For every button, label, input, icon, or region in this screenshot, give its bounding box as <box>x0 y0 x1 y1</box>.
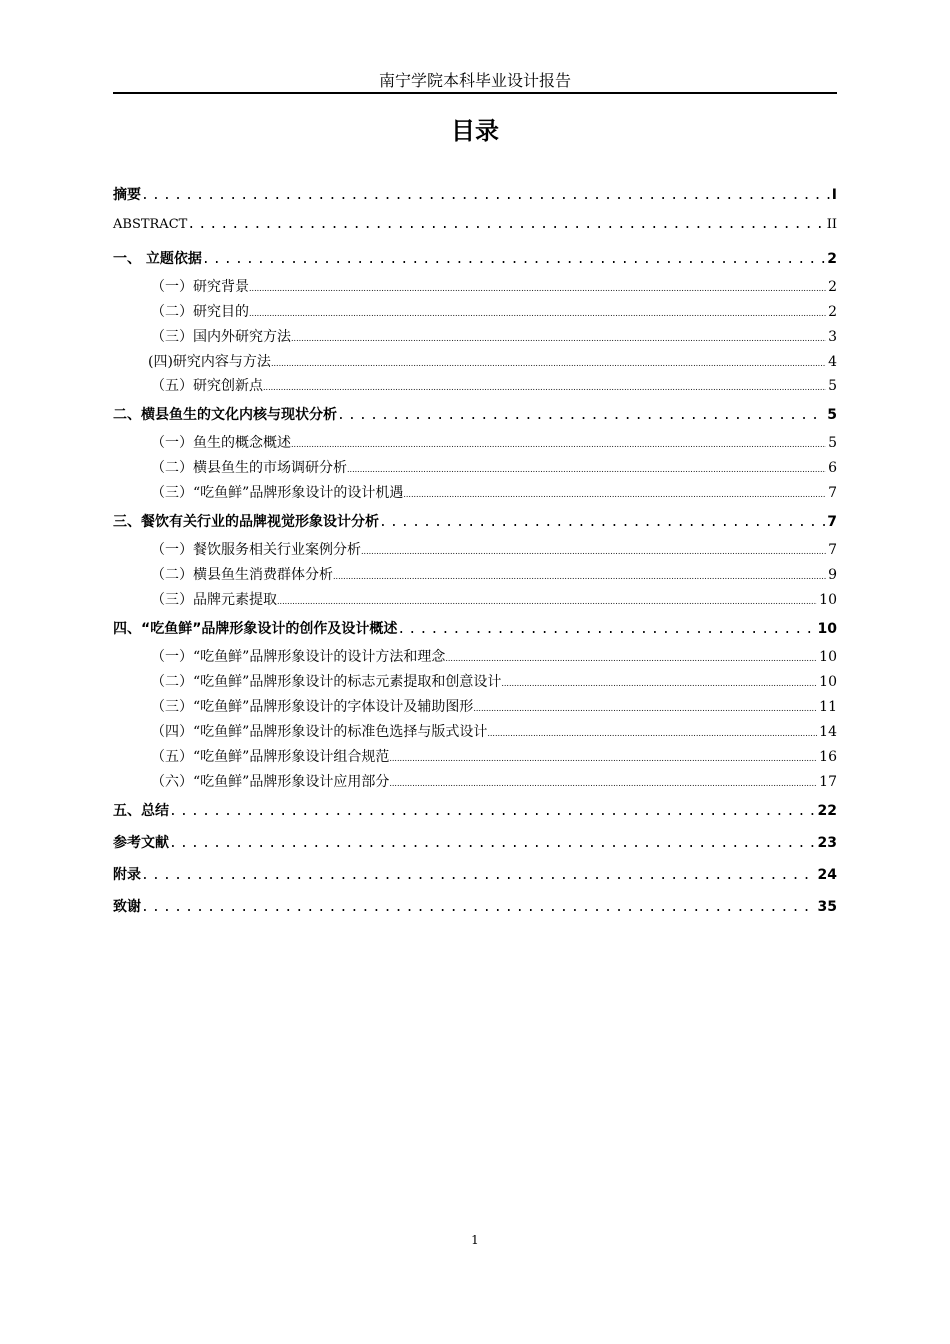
toc-entry-label: （三）“吃鱼鲜”品牌形象设计的设计机遇 <box>151 485 404 501</box>
toc-leader <box>347 465 826 474</box>
toc-entry[interactable] <box>151 671 837 691</box>
toc-entry[interactable] <box>151 771 837 791</box>
toc-entry-page: I <box>831 187 837 203</box>
toc-entry[interactable] <box>113 511 837 531</box>
toc-entry-page: 7 <box>827 514 837 530</box>
toc-entry-label: 五、总结 <box>113 803 169 819</box>
toc-entry-label: （二）横县鱼生消费群体分析 <box>151 567 333 583</box>
toc-leader <box>249 284 826 293</box>
toc-entry-label: （四）“吃鱼鲜”品牌形象设计的标准色选择与版式设计 <box>151 724 488 740</box>
toc-leader <box>202 252 825 267</box>
toc-entry-page: 2 <box>828 304 837 320</box>
toc-entry-page: 6 <box>828 460 837 476</box>
toc-entry-label: 摘要 <box>113 187 141 203</box>
toc-leader <box>379 515 825 530</box>
toc-entry-label: ABSTRACT <box>113 217 188 232</box>
toc-entry[interactable] <box>151 276 837 296</box>
toc-entry[interactable] <box>113 217 837 232</box>
toc-entry-page: 4 <box>828 354 837 370</box>
toc-entry[interactable] <box>151 564 837 584</box>
toc-entry-label: （二）“吃鱼鲜”品牌形象设计的标志元素提取和创意设计 <box>151 674 502 690</box>
toc-leader <box>249 309 826 318</box>
toc-leader <box>291 440 826 449</box>
toc-entry-page: 2 <box>827 251 837 267</box>
toc-entry[interactable] <box>151 375 837 395</box>
toc-leader <box>141 900 816 915</box>
toc-entry-label: （一）“吃鱼鲜”品牌形象设计的设计方法和理念 <box>151 649 446 665</box>
toc-entry[interactable] <box>151 746 837 766</box>
toc-entry-page: 7 <box>828 542 837 558</box>
toc-entry-page: 10 <box>819 592 837 608</box>
toc-entry-label: （一）餐饮服务相关行业案例分析 <box>151 542 361 558</box>
toc-entry-label: （一）研究背景 <box>151 279 249 295</box>
toc-entry-label: 三、餐饮有关行业的品牌视觉形象设计分析 <box>113 514 379 530</box>
toc-entry-page: 10 <box>817 621 837 637</box>
toc-entry[interactable] <box>113 248 837 268</box>
toc-leader <box>473 704 817 713</box>
toc-entry-label: （五）“吃鱼鲜”品牌形象设计组合规范 <box>151 749 390 765</box>
toc-entry-page: 22 <box>817 803 837 819</box>
toc-entry[interactable] <box>151 457 837 477</box>
toc-entry-page: 5 <box>828 378 837 394</box>
header-rule <box>113 92 837 94</box>
toc-leader <box>263 383 826 392</box>
toc-entry-label: 致谢 <box>113 899 141 915</box>
toc-entry-page: 17 <box>819 774 837 790</box>
toc-leader <box>487 729 817 738</box>
toc-entry-label: （六）“吃鱼鲜”品牌形象设计应用部分 <box>151 774 390 790</box>
toc-entry-label: 参考文献 <box>113 835 169 851</box>
toc-leader <box>445 654 817 663</box>
toc-entry[interactable] <box>151 326 837 346</box>
toc-entry-page: 3 <box>828 329 837 345</box>
toc-entry-label: 附录 <box>113 867 141 883</box>
toc-entry-label: （三）国内外研究方法 <box>151 329 291 345</box>
toc-entry-label: 一、 立题依据 <box>113 251 202 267</box>
toc-leader <box>397 622 815 637</box>
toc-entry[interactable] <box>113 896 837 916</box>
toc-leader <box>389 779 817 788</box>
toc-entry-page: 35 <box>817 899 837 915</box>
toc-leader <box>389 754 817 763</box>
toc-leader <box>271 359 826 368</box>
toc-leader <box>501 679 817 688</box>
toc-entry-page: 2 <box>828 279 837 295</box>
toc-leader <box>187 217 824 232</box>
toc-entry-page: 23 <box>817 835 837 851</box>
toc-entry-page: 5 <box>828 435 837 451</box>
toc-entry-label: （二）横县鱼生的市场调研分析 <box>151 460 347 476</box>
toc-entry[interactable] <box>113 184 837 204</box>
toc-leader <box>361 547 826 556</box>
toc-entry-page: 16 <box>819 749 837 765</box>
toc-leader <box>277 597 817 606</box>
toc-entry-page: II <box>826 217 837 232</box>
toc-leader <box>291 334 826 343</box>
toc-entry-page: 10 <box>819 674 837 690</box>
toc-entry[interactable] <box>151 482 837 502</box>
toc-entry-page: 14 <box>819 724 837 740</box>
toc-entry[interactable] <box>151 646 837 666</box>
toc-entry-page: 9 <box>828 567 837 583</box>
toc-entry-page: 7 <box>828 485 837 501</box>
toc-entry-page: 5 <box>827 407 837 423</box>
toc-entry-page: 24 <box>817 867 837 883</box>
toc-entry-label: （三）“吃鱼鲜”品牌形象设计的字体设计及辅助图形 <box>151 699 474 715</box>
toc-leader <box>403 490 826 499</box>
toc-entry[interactable] <box>151 432 837 452</box>
toc-entry-label: (四)研究内容与方法 <box>148 354 271 370</box>
toc-entry-label: （二）研究目的 <box>151 304 249 320</box>
toc-entry[interactable] <box>113 404 837 424</box>
toc-entry[interactable] <box>151 539 837 559</box>
running-header: 南宁学院本科毕业设计报告 <box>378 71 571 90</box>
toc-entry-label: 二、横县鱼生的文化内核与现状分析 <box>113 407 337 423</box>
toc-entry[interactable] <box>113 864 837 884</box>
toc-leader <box>141 188 830 203</box>
toc-entry[interactable] <box>151 721 837 741</box>
page-number: 1 <box>471 1233 479 1247</box>
toc-entry-label: 四、“吃鱼鲜”品牌形象设计的创作及设计概述 <box>113 621 398 637</box>
toc-entry[interactable] <box>113 800 837 820</box>
toc-entry-label: （三）品牌元素提取 <box>151 592 277 608</box>
toc-entry-page: 10 <box>819 649 837 665</box>
toc-leader <box>333 572 826 581</box>
toc-leader <box>141 868 816 883</box>
toc-entry-label: （一）鱼生的概念概述 <box>151 435 291 451</box>
toc-leader <box>169 836 816 851</box>
toc-entry[interactable] <box>151 301 837 321</box>
toc-entry-label: （五）研究创新点 <box>151 378 263 394</box>
toc-entry[interactable] <box>151 696 837 716</box>
toc-entry[interactable] <box>113 832 837 852</box>
toc-entry-page: 11 <box>819 699 837 715</box>
toc-entry[interactable] <box>151 589 837 609</box>
toc-leader <box>337 408 825 423</box>
toc-entry[interactable] <box>148 351 837 371</box>
toc-entry[interactable] <box>113 618 837 638</box>
page-title: 目录 <box>451 117 499 145</box>
toc-leader <box>169 804 816 819</box>
